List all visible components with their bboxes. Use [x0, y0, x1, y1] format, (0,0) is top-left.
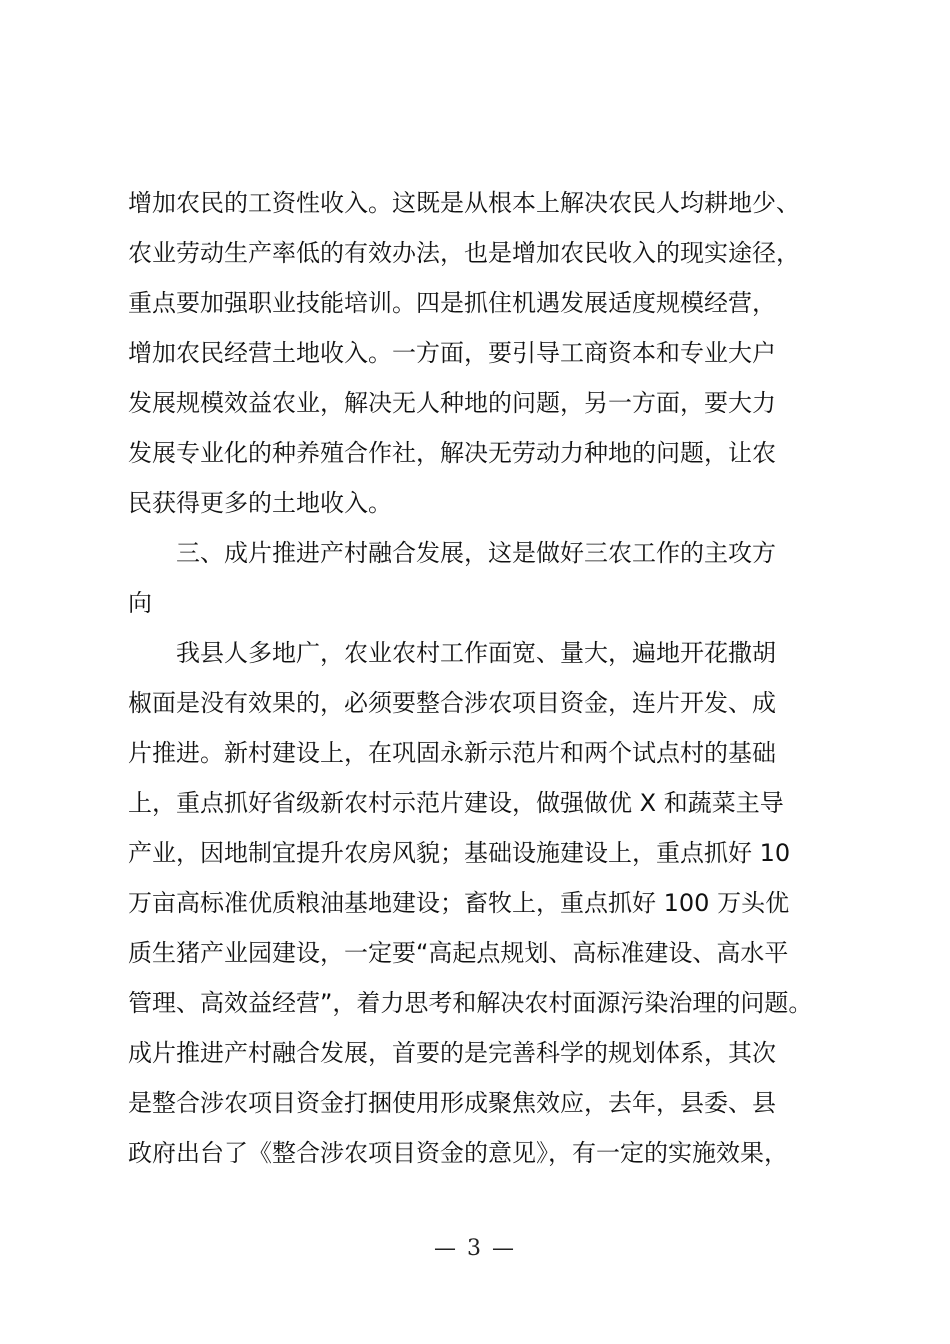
text-line: 是整合涉农项目资金打捆使用形成聚焦效应，去年，县委、县: [128, 1089, 776, 1117]
text-line: 农业劳动生产率低的有效办法，也是增加农民收入的现实途径，: [128, 239, 800, 267]
text-line: 我县人多地广，农业农村工作面宽、量大，遍地开花撒胡: [176, 639, 776, 667]
text-line: 增加农民经营土地收入。一方面，要引导工商资本和专业大户: [128, 339, 776, 367]
section-heading-line: 向: [128, 589, 152, 617]
section-heading-line: 三、成片推进产村融合发展，这是做好三农工作的主攻方: [176, 539, 776, 567]
text-line: 重点要加强职业技能培训。四是抓住机遇发展适度规模经营，: [128, 289, 776, 317]
text-line: 椒面是没有效果的，必须要整合涉农项目资金，连片开发、成: [128, 689, 776, 717]
text-line: 政府出台了《整合涉农项目资金的意见》，有一定的实施效果，: [128, 1139, 788, 1167]
page-number: — 3 —: [434, 1236, 516, 1261]
text-line: 发展规模效益农业，解决无人种地的问题，另一方面，要大力: [128, 389, 776, 417]
text-line: 产业，因地制宜提升农房风貌；基础设施建设上，重点抓好 10: [128, 839, 791, 867]
text-line: 发展专业化的种养殖合作社，解决无劳动力种地的问题，让农: [128, 439, 776, 467]
text-line: 成片推进产村融合发展，首要的是完善科学的规划体系，其次: [128, 1039, 776, 1067]
text-line: 增加农民的工资性收入。这既是从根本上解决农民人均耕地少、: [128, 189, 800, 217]
text-line: 质生猪产业园建设，一定要“高起点规划、高标准建设、高水平: [128, 939, 789, 967]
body-text: [128, 178, 843, 1178]
text-line: 管理、高效益经营”，着力思考和解决农村面源污染治理的问题。: [128, 989, 813, 1017]
text-line: 民获得更多的土地收入。: [128, 489, 392, 517]
text-line: 片推进。新村建设上，在巩固永新示范片和两个试点村的基础: [128, 739, 776, 767]
text-line: 上，重点抓好省级新农村示范片建设，做强做优 X 和蔬菜主导: [128, 789, 784, 817]
text-line: 万亩高标准优质粮油基地建设；畜牧上，重点抓好 100 万头优: [128, 889, 790, 917]
